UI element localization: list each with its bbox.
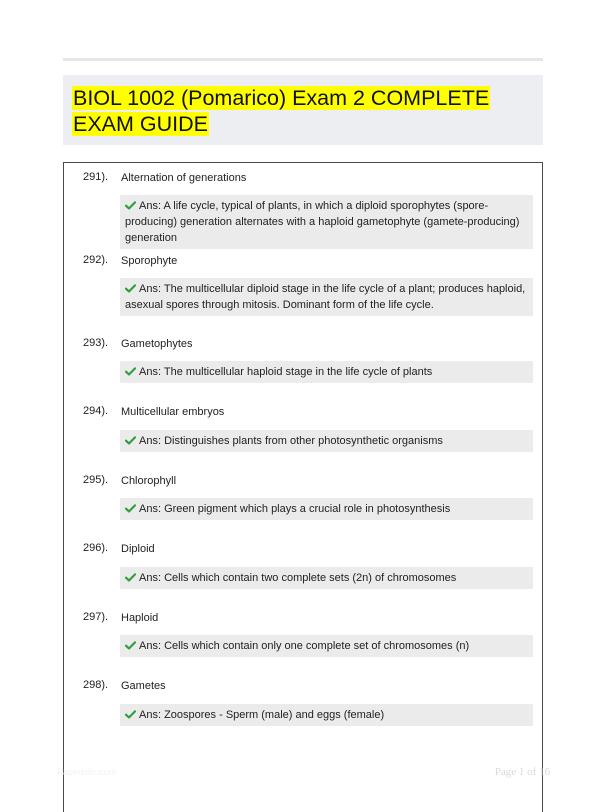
question-term: Gametophytes: [121, 338, 193, 350]
answer-text: Ans: Zoospores - Sperm (male) and eggs (female): [139, 709, 385, 721]
question-term: Gametes: [121, 680, 166, 692]
answer-box: [120, 704, 533, 726]
question-number: 294).: [83, 405, 109, 417]
answer-text: Ans: Distinguishes plants from other photosynthetic organisms: [139, 435, 443, 447]
top-divider: [63, 58, 543, 61]
document-title: [72, 85, 512, 137]
answer-box: [120, 430, 533, 452]
question-term: Diploid: [121, 543, 155, 555]
checkmark-icon: [125, 201, 136, 210]
answer-text: Ans: Cells which contain two complete sets (2n) of chromosomes: [139, 572, 457, 584]
question-number: 293).: [83, 337, 109, 349]
question-number: 297).: [83, 611, 109, 623]
question-number: 296).: [83, 542, 109, 554]
question-term: Chlorophyll: [121, 475, 177, 487]
checkmark-icon: [125, 573, 136, 582]
checkmark-icon: [125, 436, 136, 445]
document-title-text: BIOL 1002 (Pomarico) Exam 2 COMPLETE EXAM GUIDE: [73, 86, 490, 136]
question-term: Haploid: [121, 612, 159, 624]
qa-list: [63, 162, 543, 812]
question-number: 292).: [83, 254, 109, 266]
answer-text: Ans: The multicellular haploid stage in the life cycle of plants: [139, 366, 433, 378]
checkmark-icon: [125, 367, 136, 376]
answer-box: [120, 567, 533, 589]
answer-text: Ans: The multicellular diploid stage in the life cycle of a plant; produces haploid, asexual spores through mitosis. Dominant form of the life cycle.: [125, 283, 526, 311]
checkmark-icon: [125, 710, 136, 719]
title-banner: [63, 75, 543, 145]
question-term: Multicellular embryos: [121, 406, 225, 418]
checkmark-icon: [125, 284, 136, 293]
question-number: 295).: [83, 474, 109, 486]
answer-box: [120, 498, 533, 520]
answer-text: Ans: Green pigment which plays a crucial role in photosynthesis: [139, 503, 451, 515]
question-term: Sporophyte: [121, 255, 178, 267]
question-number: 291).: [83, 171, 109, 183]
checkmark-icon: [125, 504, 136, 513]
page-number: Page 1 of 16: [494, 766, 550, 778]
checkmark-icon: [125, 641, 136, 650]
footer-site: Paperbilic.com: [57, 767, 117, 777]
question-number: 298).: [83, 679, 109, 691]
answer-box: [120, 361, 533, 383]
answer-box: [120, 278, 533, 316]
answer-text: Ans: Cells which contain only one complete set of chromosomes (n): [139, 640, 470, 652]
answer-box: [120, 195, 533, 249]
question-term: Alternation of generations: [121, 172, 247, 184]
answer-box: [120, 635, 533, 657]
answer-text: Ans: A life cycle, typical of plants, in which a diploid sporophytes (spore-producing) generation alternates with a haploid gametophyte (gamete-producing) generation: [125, 200, 520, 244]
